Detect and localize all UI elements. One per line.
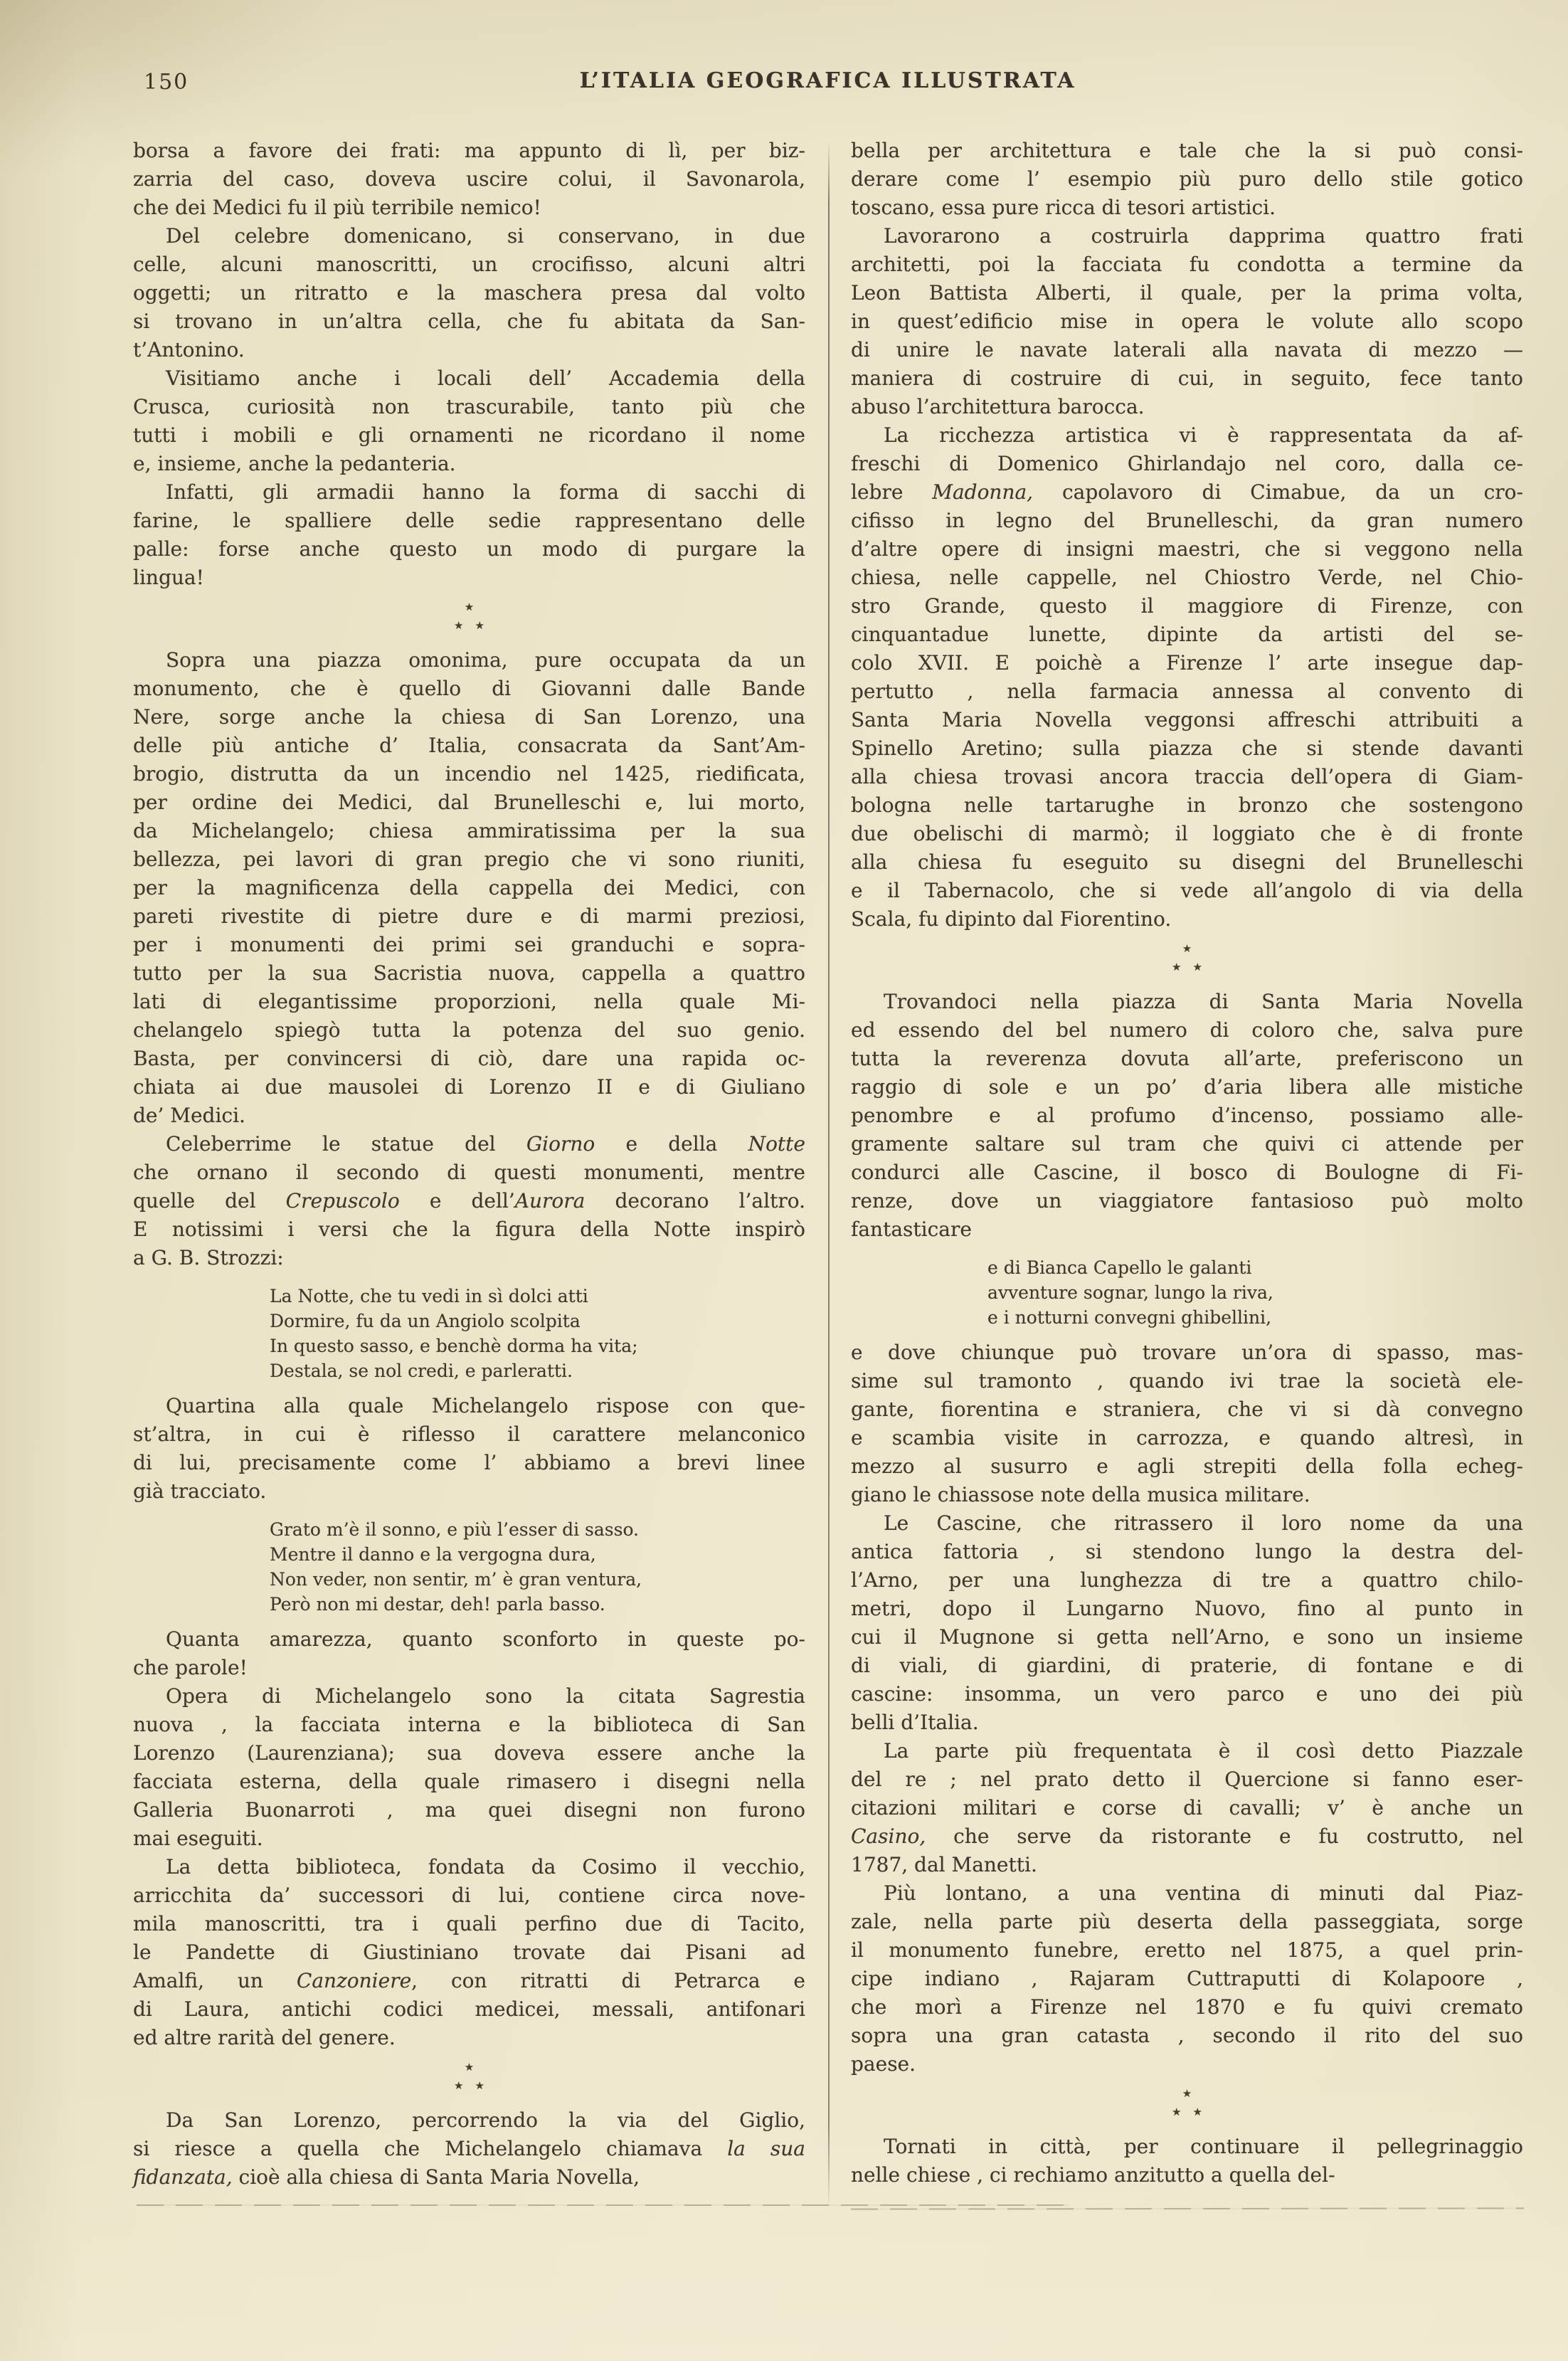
text-line: il monumento funebre, eretto nel 1875, a quel prin- — [851, 1938, 1523, 1962]
text-line: Visitiamo anche i locali dell’ Accademia della — [166, 366, 805, 390]
text-line: lingua! — [133, 566, 204, 589]
text-line: Galleria Buonarroti , ma quei disegni non furono — [133, 1798, 805, 1822]
text-line: sopra una gran catasta , secondo il rito del suo — [851, 2024, 1523, 2047]
text-line: cascine: insomma, un vero parco e uno dei più — [851, 1682, 1523, 1706]
text-line: nelle chiese , ci rechiamo anzitutto a quella del- — [851, 2163, 1335, 2187]
paragraph — [133, 1682, 805, 1853]
column-divider-rule — [828, 141, 830, 2208]
text-line: stro Grande, questo il maggiore di Firenze, con — [851, 594, 1523, 618]
text-line: e scambia visite in carrozza, e quando altresì, in — [851, 1426, 1523, 1449]
text-line: che morì a Firenze nel 1870 e fu quivi cremato — [851, 1995, 1523, 2019]
text-line: bella per architettura e tale che la si può consi- — [851, 139, 1523, 162]
text-line: toscano, essa pure ricca di tesori artistici. — [851, 196, 1276, 219]
text-line: Quartina alla quale Michelangelo rispose con que- — [166, 1394, 805, 1417]
text-line: le Pandette di Giustiniano trovate dai Pisani ad — [133, 1940, 805, 1964]
text-line: che ornano il secondo di questi monumenti, mentre — [133, 1161, 805, 1184]
text-line: La detta biblioteca, fondata da Cosimo il vecchio, — [166, 1855, 805, 1879]
text-line: a G. B. Strozzi: — [133, 1246, 284, 1269]
text-line: mila manoscritti, tra i quali perfino due di Tacito, — [133, 1912, 805, 1935]
text-line: tutti i mobili e gli ornamenti ne ricordano il nome — [133, 423, 805, 447]
text-line: brogio, distrutta da un incendio nel 1425, riedificata, — [133, 762, 805, 786]
verse-block — [270, 1284, 805, 1383]
text-line: per la magnificenza della cappella dei Medici, con — [133, 876, 805, 899]
text-line: cinquantadue lunette, dipinte da artisti del se- — [851, 623, 1523, 646]
text-line: Lorenzo (Laurenziana); sua doveva essere anche la — [133, 1741, 805, 1765]
text-line: delle più antiche d’ Italia, consacrata da Sant’Am- — [133, 734, 805, 757]
text-line: Infatti, gli armadii hanno la forma di sacchi di — [166, 480, 805, 504]
scan-artifact-line — [137, 2204, 1069, 2206]
text-line: due obelischi di marmò; il loggiato che è di fronte — [851, 822, 1523, 845]
scan-artifact-line — [851, 2207, 1524, 2209]
text-line: mai eseguiti. — [133, 1827, 263, 1850]
text-line: bologna nelle tartarughe in bronzo che sostengono — [851, 793, 1523, 817]
text-line: e i notturni convegni ghibellini, — [987, 1307, 1272, 1328]
text-line: e, insieme, anche la pedanteria. — [133, 452, 456, 475]
text-line: penombre e al profumo d’incenso, possiamo alle- — [851, 1104, 1523, 1127]
text-line: Dormire, fu da un Angiolo scolpita — [270, 1311, 581, 1331]
text-line: per ordine dei Medici, dal Brunelleschi e, lui morto, — [133, 791, 805, 814]
text-line: Non veder, non sentir, m’ è gran ventura, — [270, 1569, 642, 1590]
text-line: Basta, per convincersi di ciò, dare una rapida oc- — [133, 1047, 805, 1070]
text-line: st’altra, in cui è riflesso il carattere melanconico — [133, 1422, 805, 1446]
text-line: monumento, che è quello di Giovanni dalle Bande — [133, 677, 805, 700]
text-line: che dei Medici fu il più terribile nemico! — [133, 196, 541, 219]
text-line: Celeberrime le statue del Giorno e della Notte — [166, 1132, 805, 1156]
text-line: In questo sasso, e benchè dorma ha vita; — [270, 1336, 638, 1356]
star-icon: ★ — [1182, 942, 1192, 955]
text-line: ed altre rarità del genere. — [133, 2026, 396, 2049]
star-icon: ★★ — [454, 619, 496, 632]
text-line: Le Cascine, che ritrassero il loro nome da una — [884, 1511, 1523, 1535]
text-line: di lui, precisamente come l’ abbiamo a brevi linee — [133, 1451, 805, 1474]
asterism-divider — [133, 2052, 805, 2106]
text-line: del re ; nel prato detto il Quercione si fanno eser- — [851, 1768, 1523, 1791]
text-line: raggio di sole e un po’ d’aria libera alle mistiche — [851, 1075, 1523, 1099]
text-line: facciata esterna, della quale rimasero i disegni nella — [133, 1770, 805, 1793]
asterism-divider — [851, 2079, 1523, 2133]
text-line: in quest’edificio mise in opera le volute allo scopo — [851, 310, 1523, 333]
text-line: belli d’Italia. — [851, 1711, 979, 1734]
verse-block — [987, 1255, 1523, 1330]
asterism-divider — [133, 592, 805, 646]
text-line: lati di elegantissime proporzioni, nella quale Mi- — [133, 990, 805, 1013]
text-line: cui il Mugnone si getta nell’Arno, e sono un insieme — [851, 1625, 1523, 1649]
text-line: Mentre il danno e la vergogna dura, — [270, 1544, 596, 1565]
text-line: architetti, poi la facciata fu condotta a termine da — [851, 253, 1523, 276]
text-line: Scala, fu dipinto dal Fiorentino. — [851, 907, 1172, 931]
text-line: già tracciato. — [133, 1479, 267, 1503]
text-line: gante, fiorentina e straniera, che vi si dà convegno — [851, 1398, 1523, 1421]
text-line: Casino, che serve da ristorante e fu costrutto, nel — [851, 1824, 1523, 1848]
text-line: Nere, sorge anche la chiesa di San Lorenzo, una — [133, 705, 805, 729]
text-line: gramente saltare sul tram che quivi ci attende per — [851, 1132, 1523, 1156]
text-line: t’Antonino. — [133, 338, 245, 361]
text-line: maniera di costruire di cui, in seguito, fece tanto — [851, 366, 1523, 390]
text-line: La Notte, che tu vedi in sì dolci atti — [270, 1286, 588, 1306]
paragraph — [133, 1392, 805, 1506]
star-icon: ★ — [464, 601, 475, 613]
text-line: si riesce a quella che Michelangelo chiamava la sua — [133, 2137, 805, 2160]
paragraph — [851, 222, 1523, 421]
paragraph — [133, 1625, 805, 1682]
paragraph — [133, 364, 805, 478]
text-line: Spinello Aretino; sulla piazza che si stende davanti — [851, 736, 1523, 760]
text-line: d’altre opere di insigni maestri, che si veggono nella — [851, 537, 1523, 561]
paragraph — [133, 646, 805, 1130]
star-icon: ★★ — [454, 2079, 496, 2092]
text-line: E notissimi i versi che la figura della Notte inspirò — [133, 1218, 805, 1241]
text-line: paese. — [851, 2052, 916, 2076]
paragraph — [851, 1509, 1523, 1737]
paragraph — [133, 222, 805, 364]
text-line: pareti rivestite di pietre dure e di marmi preziosi, — [133, 904, 805, 928]
text-line: mezzo al susurro e agli strepiti della folla echeg- — [851, 1454, 1523, 1478]
text-line: 1787, dal Manetti. — [851, 1853, 1037, 1876]
text-line: condurci alle Cascine, il bosco di Boulogne di Fi- — [851, 1161, 1523, 1184]
text-line: Destala, se nol credi, e parleratti. — [270, 1361, 573, 1381]
paragraph — [133, 137, 805, 222]
text-line: chelangelo spiegò tutta la potenza del suo genio. — [133, 1018, 805, 1042]
text-line: citazioni militari e corse di cavalli; v’ è anche un — [851, 1796, 1523, 1819]
text-line: Però non mi destar, deh! parla basso. — [270, 1594, 605, 1615]
text-line: Quanta amarezza, quanto sconforto in queste po- — [166, 1627, 805, 1651]
text-line: di Laura, antichi codici medicei, messali, antifonari — [133, 1997, 805, 2021]
text-line: Santa Maria Novella veggonsi affreschi attribuiti a — [851, 708, 1523, 731]
text-line: e il Tabernacolo, che si vede all’angolo di via della — [851, 879, 1523, 902]
star-icon: ★ — [1182, 2087, 1192, 2100]
text-line: chiata ai due mausolei di Lorenzo II e di Giuliano — [133, 1075, 805, 1099]
text-line: di viali, di giardini, di praterie, di fontane e di — [851, 1654, 1523, 1677]
text-line: chiesa, nelle cappelle, nel Chiostro Verde, nel Chio- — [851, 566, 1523, 589]
text-line: oggetti; un ritratto e la maschera presa dal volto — [133, 281, 805, 305]
text-line: e dove chiunque può trovare un’ora di spasso, mas- — [851, 1341, 1523, 1364]
text-line: Grato m’è il sonno, e più l’esser di sasso. — [270, 1519, 640, 1540]
text-line: quelle del Crepuscolo e dell’Aurora decorano l’altro. — [133, 1189, 805, 1213]
text-line: Crusca, curiosità non trascurabile, tanto più che — [133, 395, 805, 418]
text-line: Lavorarono a costruirla dapprima quattro frati — [884, 224, 1523, 248]
text-line: Più lontano, a una ventina di minuti dal Piaz- — [884, 1881, 1523, 1905]
paragraph — [851, 137, 1523, 222]
paragraph — [133, 1130, 805, 1272]
text-line: e di Bianca Capello le galanti — [987, 1257, 1252, 1278]
text-line: si trovano in un’altra cella, che fu abitata da San- — [133, 310, 805, 333]
star-icon: ★★ — [1172, 2106, 1214, 2118]
text-line: metri, dopo il Lungarno Nuovo, fino al punto in — [851, 1597, 1523, 1620]
text-line: tutto per la sua Sacristia nuova, cappella a quattro — [133, 961, 805, 985]
text-line: lebre Madonna, capolavoro di Cimabue, da un cro- — [851, 480, 1524, 504]
text-line: farine, le spalliere delle sedie rappresentano delle — [133, 509, 805, 532]
text-line: che parole! — [133, 1656, 248, 1679]
paragraph — [851, 2133, 1523, 2190]
text-line: alla chiesa fu eseguito su disegni del Brunelleschi — [851, 850, 1523, 874]
text-line: zale, nella parte più deserta della passeggiata, sorge — [851, 1910, 1523, 1933]
text-line: cifisso in legno del Brunelleschi, da gran numero — [851, 509, 1523, 532]
running-header-title: L’ITALIA GEOGRAFICA ILLUSTRATA — [579, 68, 1076, 93]
text-line: arricchita da’ successori di lui, contiene circa nove- — [133, 1884, 805, 1907]
text-line: Sopra una piazza omonima, pure occupata da un — [166, 648, 805, 672]
text-line: freschi di Domenico Ghirlandajo nel coro, dalla ce- — [851, 452, 1523, 475]
text-line: Del celebre domenicano, si conservano, in due — [166, 224, 805, 248]
star-icon: ★★ — [1172, 961, 1214, 973]
text-line: l’Arno, per una lunghezza di tre a quattro chilo- — [851, 1568, 1523, 1592]
text-line: La ricchezza artistica vi è rappresentata da af- — [884, 423, 1523, 447]
text-line: La parte più frequentata è il così detto Piazzale — [884, 1739, 1523, 1763]
text-line: Amalfi, un Canzoniere, con ritratti di Petrarca e — [133, 1969, 806, 1992]
page-number: 150 — [144, 70, 189, 95]
paragraph — [133, 478, 805, 592]
text-line: derare come l’ esempio più puro dello stile gotico — [851, 167, 1523, 191]
text-line: fantasticare — [851, 1218, 972, 1241]
paragraph — [851, 421, 1523, 934]
text-line: sime sul tramonto , quando ivi trae la società ele- — [851, 1369, 1523, 1393]
text-line: giano le chiassose note della musica militare. — [851, 1483, 1310, 1506]
text-line: Opera di Michelangelo sono la citata Sagrestia — [166, 1684, 805, 1708]
asterism-divider — [851, 934, 1523, 988]
text-column-left — [133, 137, 805, 2192]
text-line: borsa a favore dei frati: ma appunto di lì, per biz- — [133, 139, 805, 162]
text-line: alla chiesa trovasi ancora traccia dell’opera di Giam- — [851, 765, 1523, 788]
verse-block — [270, 1517, 805, 1617]
text-line: di unire le navate laterali alla navata di mezzo — — [851, 338, 1523, 361]
paragraph — [851, 1879, 1523, 2079]
text-line: cipe indiano , Rajaram Cuttraputti di Kolapoore , — [851, 1967, 1523, 1990]
paragraph — [851, 988, 1523, 1244]
text-line: nuova , la facciata interna e la biblioteca di San — [133, 1713, 805, 1736]
text-line: abuso l’architettura barocca. — [851, 395, 1145, 418]
text-line: fidanzata, cioè alla chiesa di Santa Maria Novella, — [133, 2165, 640, 2189]
text-line: celle, alcuni manoscritti, un crocifisso, alcuni altri — [133, 253, 805, 276]
text-line: antica fattoria , si stendono lungo la destra del- — [851, 1540, 1523, 1563]
text-line: per i monumenti dei primi sei granduchi e sopra- — [133, 933, 805, 956]
text-line: bellezza, pei lavori di gran pregio che vi sono riuniti, — [133, 847, 805, 871]
text-line: pertutto , nella farmacia annessa al convento di — [851, 680, 1523, 703]
text-line: avventure sognar, lungo la riva, — [987, 1282, 1273, 1303]
paragraph — [851, 1737, 1523, 1879]
text-line: Da San Lorenzo, percorrendo la via del Giglio, — [166, 2108, 805, 2132]
text-line: Leon Battista Alberti, il quale, per la prima volta, — [851, 281, 1523, 305]
paragraph — [133, 2106, 805, 2192]
text-line: de’ Medici. — [133, 1104, 245, 1127]
text-line: da Michelangelo; chiesa ammiratissima per la sua — [133, 819, 805, 843]
text-line: ed essendo del bel numero di coloro che, salva pure — [851, 1018, 1523, 1042]
paragraph — [851, 1338, 1523, 1509]
text-line: palle: forse anche questo un modo di purgare la — [133, 537, 805, 561]
star-icon: ★ — [464, 2061, 475, 2074]
text-line: zarria del caso, doveva uscire colui, il Savonarola, — [133, 167, 805, 191]
text-column-right — [851, 137, 1523, 2190]
text-line: colo XVII. E poichè a Firenze l’ arte insegue dap- — [851, 651, 1523, 675]
paragraph — [133, 1853, 805, 2052]
text-line: Trovandoci nella piazza di Santa Maria Novella — [884, 990, 1523, 1013]
text-line: tutta la reverenza dovuta all’arte, preferiscono un — [851, 1047, 1523, 1070]
text-line: Tornati in città, per continuare il pellegrinaggio — [884, 2135, 1523, 2158]
text-line: renze, dove un viaggiatore fantasioso può molto — [851, 1189, 1523, 1213]
